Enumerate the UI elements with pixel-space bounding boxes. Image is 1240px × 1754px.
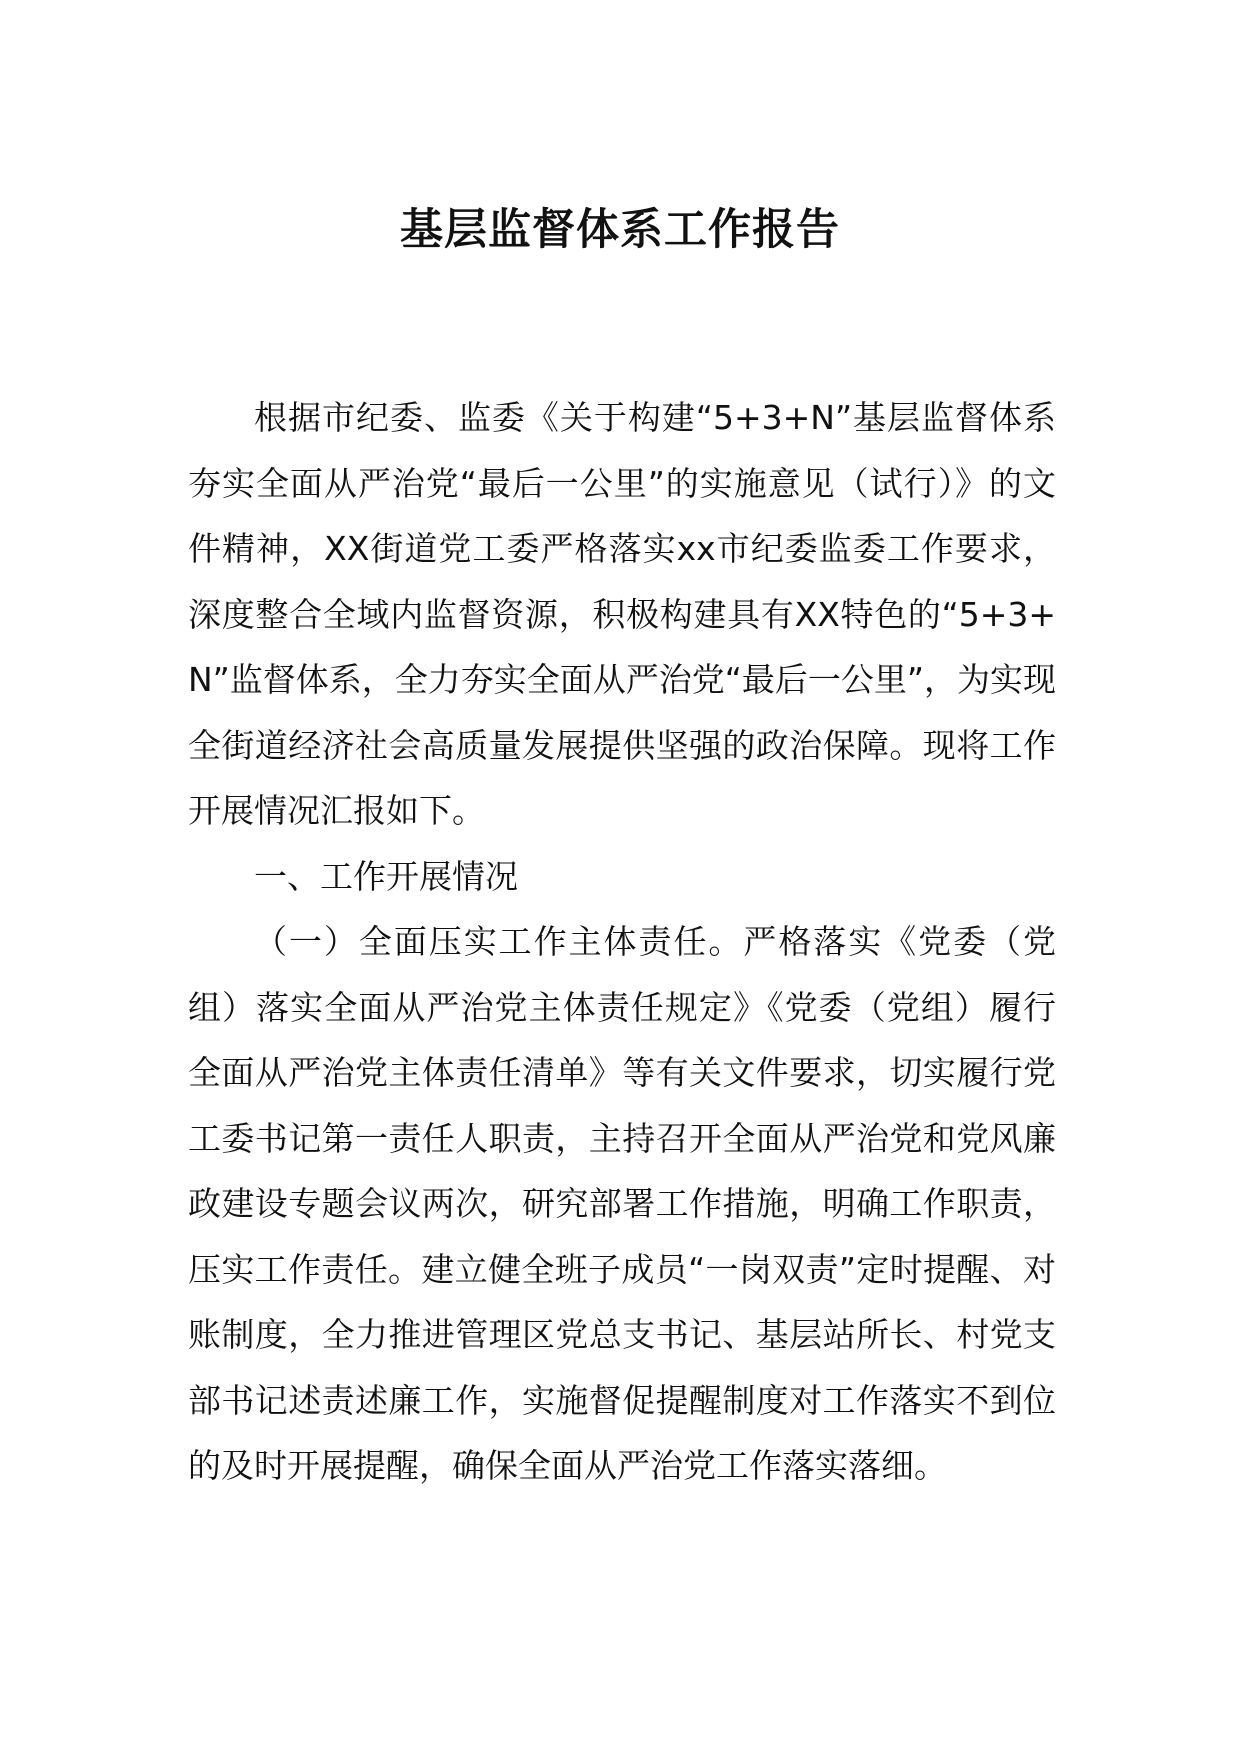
section-heading: 一、工作开展情况	[254, 856, 518, 896]
document-title: 基层监督体系工作报告	[400, 205, 840, 255]
subsection-paragraph: （一）全面压实工作主体责任。严格落实《党委（党组）落实全面从严治党主体责任规定》《党委（党组）履行全面从严治党主体责任清单》等有关文件要求，切实履行党工委书记第一责任人职责，主持召开全面从严治党和党风廉政建设专题会议两次，研究部署工作措施，明确工作职责，压实工作责任。建立健全班子成员“一岗双责”定时提醒、对账制度，全力推进管理区党总支书记、基层站所长、村党支部书记述责述廉工作，实施督促提醒制度对工作落实不到位的及时开展提醒，确保全面从严治党工作落实落细。	[188, 922, 1056, 1485]
document-body	[188, 385, 1056, 1499]
intro-paragraph: 根据市纪委、监委《关于构建“5+3+N”基层监督体系夯实全面从严治党“最后一公里”的实施意见（试行）》的文件精神，XX街道党工委严格落实xx市纪委监委工作要求，深度整合全域内监督资源，积极构建具有XX特色的“5+3+N”监督体系，全力夯实全面从严治党“最后一公里”，为实现全街道经济社会高质量发展提供坚强的政治保障。现将工作开展情况汇报如下。	[188, 398, 1056, 830]
